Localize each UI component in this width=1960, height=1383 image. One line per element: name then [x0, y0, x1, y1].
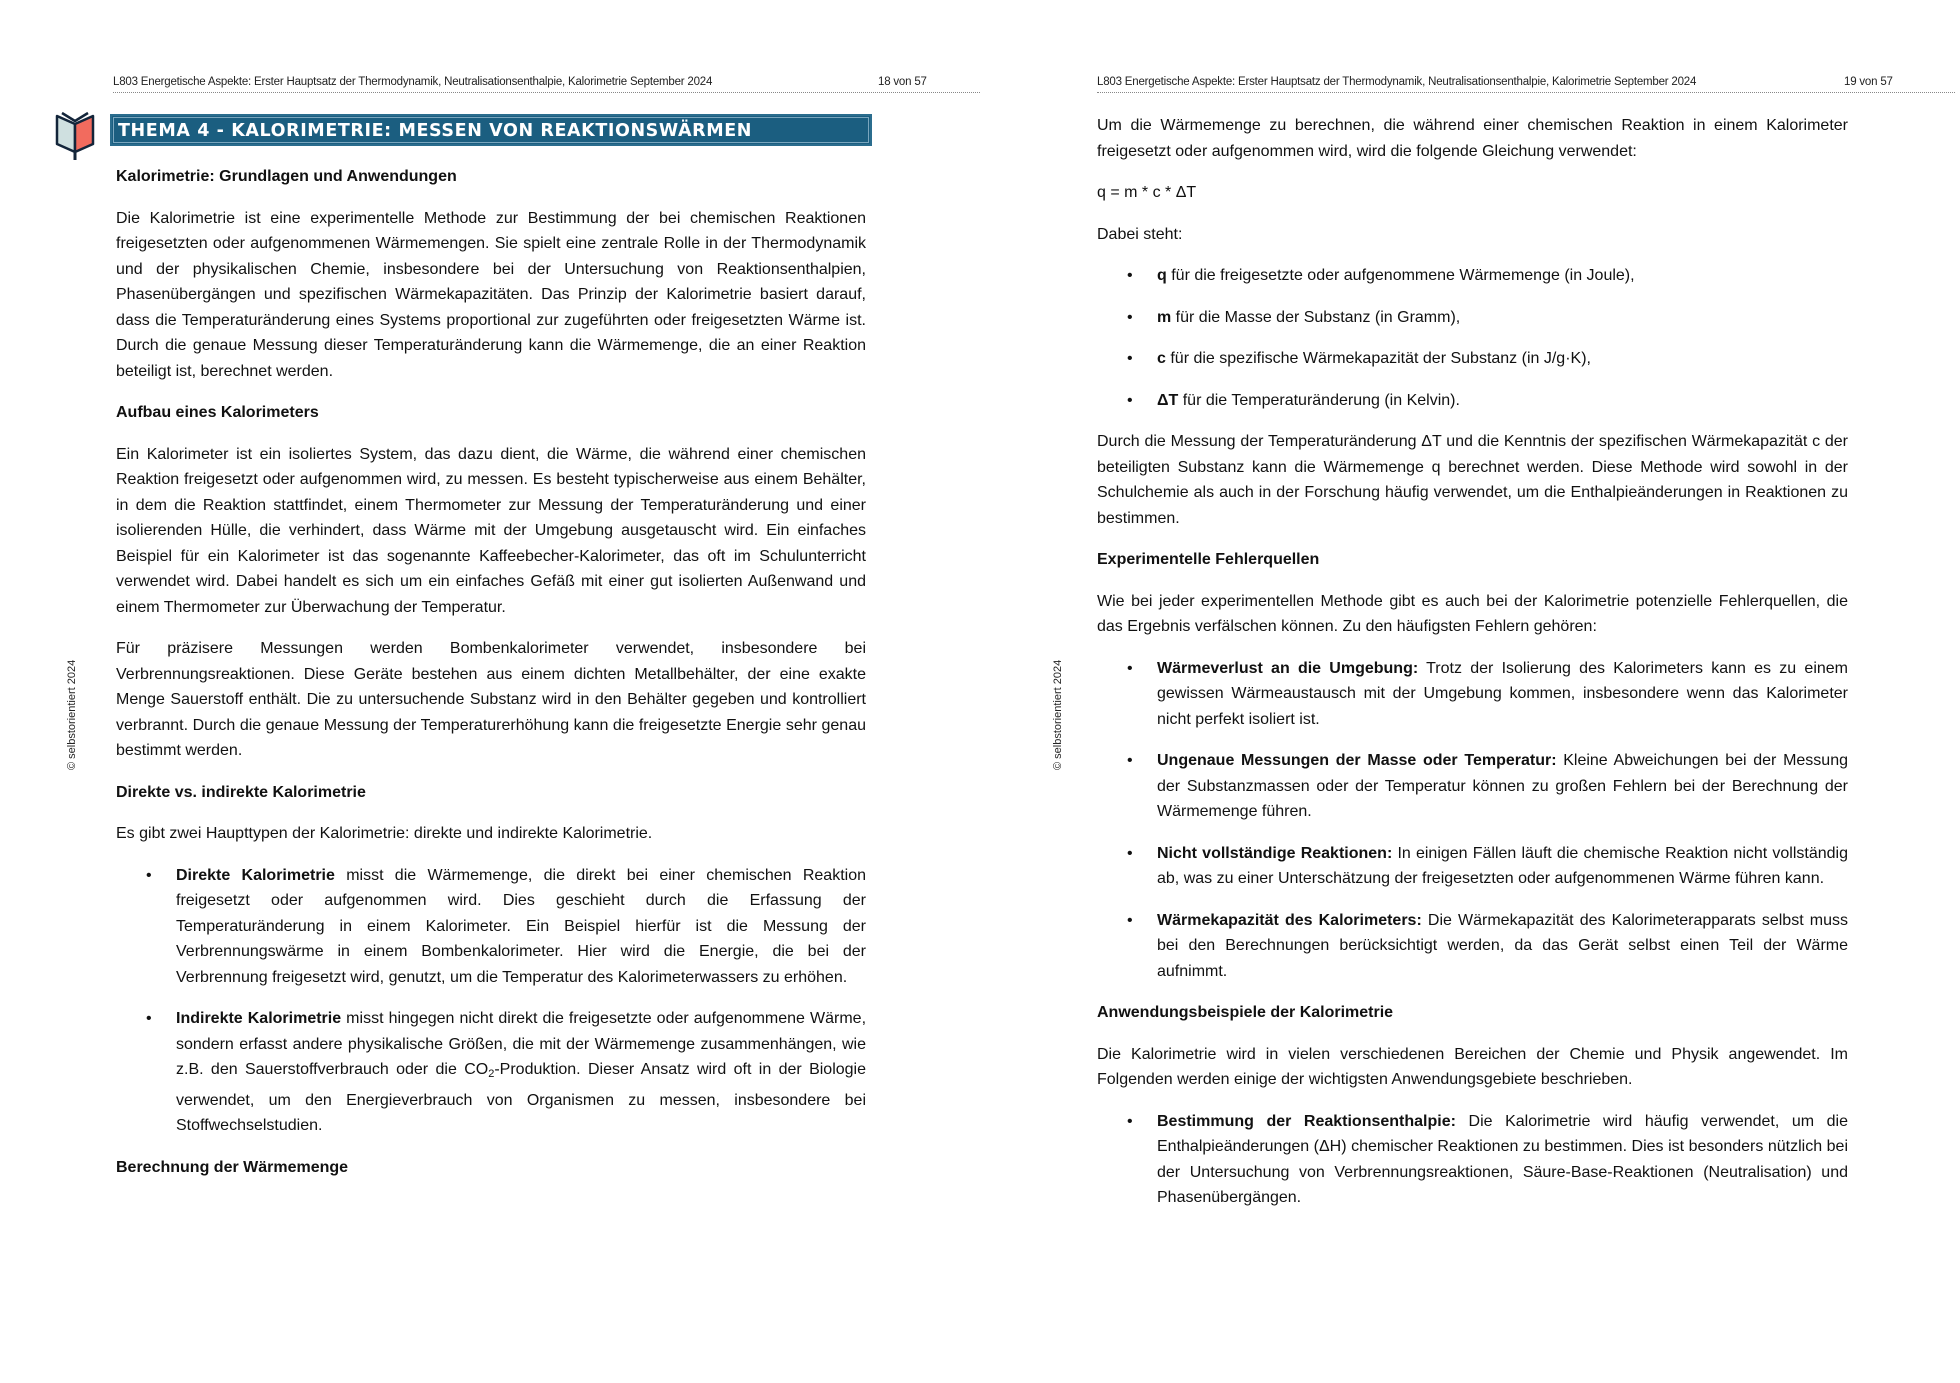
list-item — [1097, 841, 1848, 892]
list-item-text: Die Wärmekapazität des Kalorimeterapparats selbst muss bei den Berechnungen berücksichtigt werden, da das Gerät selbst einen Teil der Wärme aufnimmt. — [1157, 911, 1848, 980]
list-item-term: Ungenaue Messungen der Masse oder Temperatur: — [1157, 752, 1557, 769]
paragraph: Um die Wärmemenge zu berechnen, die während einer chemischen Reaktion in einem Kalorimeter freigesetzt oder aufgenommen wird, wird die folgende Gleichung verwendet: — [1097, 117, 1848, 160]
list-item-term: ΔT — [1157, 391, 1179, 409]
document-page-19 — [985, 0, 1960, 1383]
list-item — [1097, 1109, 1848, 1211]
header-title: L803 Energetische Aspekte: Erster Hauptsatz der Thermodynamik, Neutralisationsenthalpie, Kalorimetrie September 2024 — [1097, 76, 1697, 88]
list-item-text: für die spezifische Wärmekapazität der Substanz (in J/g·K), — [1165, 350, 1591, 367]
list-item-text: misst die Wärmemenge, die direkt bei einer chemischen Reaktion freigesetzt oder aufgenommen wird. Dies geschieht durch die Erfassung der Temperaturänderung in einem Kalorimeter. Ein Beispiel hierfür ist die Messung der Verbrennungswärme in einem Bombenkalorimeter. Hier wird die Energie, die bei der Verbrennung freigesetzt wird, genutzt, um die Temperatur des Kalorimeterwassers zu erhöhen. — [176, 866, 866, 986]
page-content — [1097, 113, 1848, 1227]
list-item-text: Kleine Abweichungen bei der Messung der Substanzmassen oder der Temperatur können zu großen Fehlern bei der Berechnung der Wärmemenge führen. — [1157, 752, 1849, 820]
topic-title: THEMA 4 - KALORIMETRIE: MESSEN VON REAKTIONSWÄRMEN — [118, 121, 753, 141]
running-header — [113, 74, 980, 93]
paragraph: Es gibt zwei Haupttypen der Kalorimetrie: direkte und indirekte Kalorimetrie. — [116, 825, 653, 842]
copyright-notice: © selbstorientiert 2024 — [1052, 659, 1064, 770]
list-item-text: für die Masse der Substanz (in Gramm), — [1171, 308, 1461, 326]
formula: q = m * c * ΔT — [1097, 184, 1197, 201]
list-item-term: c — [1157, 350, 1166, 367]
list-item-text: für die freigesetzte oder aufgenommene Wärmemenge (in Joule), — [1166, 267, 1635, 284]
section-heading: Experimentelle Fehlerquellen — [1097, 551, 1320, 568]
subscript: 2 — [488, 1068, 495, 1080]
section-heading: Kalorimetrie: Grundlagen und Anwendungen — [116, 168, 457, 185]
paragraph: Wie bei jeder experimentellen Methode gibt es auch bei der Kalorimetrie potenzielle Fehlerquellen, die das Ergebnis verfälschen können. Zu den häufigsten Fehlern gehören: — [1097, 592, 1848, 635]
section-heading: Direkte vs. indirekte Kalorimetrie — [116, 783, 366, 801]
error-list — [1097, 656, 1848, 985]
page-number: 19 von 57 — [1844, 76, 1893, 88]
list-item — [1097, 263, 1848, 289]
list-item — [1097, 748, 1848, 825]
list-item-text: -Produktion. Dieser Ansatz wird oft in der Biologie verwendet, um den Energieverbrauch von Organismen zu messen, insbesondere bei Stoffwechselstudien. — [176, 1061, 867, 1134]
list-item-term: Wärmekapazität des Kalorimeters: — [1157, 911, 1422, 929]
list-item — [1097, 305, 1848, 331]
paragraph: Dabei steht: — [1097, 225, 1183, 243]
list-item-text: Trotz der Isolierung des Kalorimeters kann es zu einem gewissen Wärmeaustausch mit der Umgebung kommen, insbesondere wenn das Kalorimeter nicht perfekt isoliert ist. — [1157, 659, 1848, 728]
list-item-term: Bestimmung der Reaktionsenthalpie: — [1157, 1112, 1456, 1130]
list-item-text: für die Temperaturänderung (in Kelvin). — [1178, 391, 1460, 409]
list-item-term: Indirekte Kalorimetrie — [176, 1010, 342, 1027]
list-item-term: Nicht vollständige Reaktionen: — [1157, 844, 1393, 862]
paragraph: Für präzisere Messungen werden Bombenkalorimeter verwendet, insbesondere bei Verbrennungsreaktionen. Diese Geräte bestehen aus einem dichten Metallbehälter, der eine exakte Menge Sauerstoff enthält. Die zu untersuchende Substanz wird in den Behälter gegeben und kontrolliert verbrannt. Durch die genaue Messung der Temperaturerhöhung kann die freigesetzte Energie sehr genau bestimmt werden. — [116, 640, 866, 759]
list-item-text: Die Kalorimetrie wird häufig verwendet, um die Enthalpieänderungen (ΔH) chemischer Reaktionen zu bestimmen. Dies ist besonders nützlich bei der Untersuchung von Verbrennungsreaktionen, Säure-Base-Reaktionen (Neutralisation) und Phasenübergängen. — [1157, 1112, 1849, 1206]
list-item-term: Wärmeverlust an die Umgebung: — [1157, 659, 1419, 677]
open-book-icon — [52, 110, 98, 160]
paragraph: Die Kalorimetrie ist eine experimentelle Methode zur Bestimmung der bei chemischen Reaktionen freigesetzten oder aufgenommenen Wärmemengen. Sie spielt eine zentrale Rolle in der Thermodynamik und der physikalischen Chemie, insbesondere bei der Untersuchung von Reaktionsenthalpien, Phasenübergängen und spezifischen Wärmekapazitäten. Das Prinzip der Kalorimetrie basiert darauf, dass die Temperaturänderung eines Systems proportional zur zugeführten oder freigesetzten Wärme ist. Durch die genaue Messung dieser Temperaturänderung kann die Wärmemenge, die an einer Reaktion beteiligt ist, berechnet werden. — [116, 209, 866, 380]
copyright-notice: © selbstorientiert 2024 — [66, 659, 78, 770]
list-item — [1097, 908, 1848, 985]
list-item — [116, 863, 866, 991]
variable-list — [1097, 263, 1848, 413]
list-item-term: Direkte Kalorimetrie — [176, 866, 335, 884]
paragraph: Die Kalorimetrie wird in vielen verschiedenen Bereichen der Chemie und Physik angewendet. Im Folgenden werden einige der wichtigsten Anwendungsgebiete beschrieben. — [1097, 1045, 1848, 1088]
paragraph: Durch die Messung der Temperaturänderung ΔT und die Kenntnis der spezifischen Wärmekapazität c der beteiligten Substanz kann die Wärmemenge q berechnet werden. Diese Methode wird sowohl in der Schulchemie als auch in der Forschung häufig verwendet, um die Enthalpieänderungen in Reaktionen zu bestimmen. — [1097, 433, 1848, 527]
bullet-list — [116, 863, 866, 1139]
running-header — [1097, 74, 1955, 93]
section-heading: Berechnung der Wärmemenge — [116, 1158, 349, 1176]
list-item — [1097, 346, 1848, 372]
list-item-term: q — [1157, 267, 1167, 284]
paragraph: Ein Kalorimeter ist ein isoliertes System, das dazu dient, die Wärme, die während einer chemischen Reaktion freigesetzt oder aufgenommen wird, zu messen. Es besteht typischerweise aus einem Behälter, in dem die Reaktion stattfindet, einem Thermometer zur Messung der Temperaturänderung und einer isolierenden Hülle, die verhindert, dass Wärme mit der Umgebung ausgetauscht wird. Ein einfaches Beispiel für ein Kalorimeter ist das sogenannte Kaffeebecher-Kalorimeter, das oft im Schulunterricht verwendet wird. Dabei handelt es sich um ein einfaches Gefäß mit einer gut isolierten Außenwand und einem Thermometer zur Überwachung der Temperatur. — [116, 445, 866, 616]
application-list — [1097, 1109, 1848, 1211]
list-item-term: m — [1157, 308, 1172, 326]
topic-title-bar — [110, 114, 872, 146]
page-content — [116, 164, 866, 1196]
list-item-text: In einigen Fällen läuft die chemische Reaktion nicht vollständig ab, was zu einer Unterschätzung der freigesetzten oder aufgenommenen Wärme führen kann. — [1157, 844, 1849, 887]
list-item — [116, 1006, 866, 1139]
list-item-text: misst hingegen nicht direkt die freigesetzte oder aufgenommene Wärme, sondern erfasst andere physikalische Größen, die mit der Wärmemenge zusammenhängen, wie z.B. den Sauerstoffverbrauch oder die CO — [176, 1010, 867, 1078]
section-heading: Anwendungsbeispiele der Kalorimetrie — [1097, 1004, 1394, 1021]
list-item — [1097, 388, 1848, 414]
list-item — [1097, 656, 1848, 733]
header-title: L803 Energetische Aspekte: Erster Hauptsatz der Thermodynamik, Neutralisationsenthalpie, Kalorimetrie September 2024 — [113, 76, 713, 88]
section-heading: Aufbau eines Kalorimeters — [116, 404, 319, 421]
page-number: 18 von 57 — [878, 76, 927, 88]
